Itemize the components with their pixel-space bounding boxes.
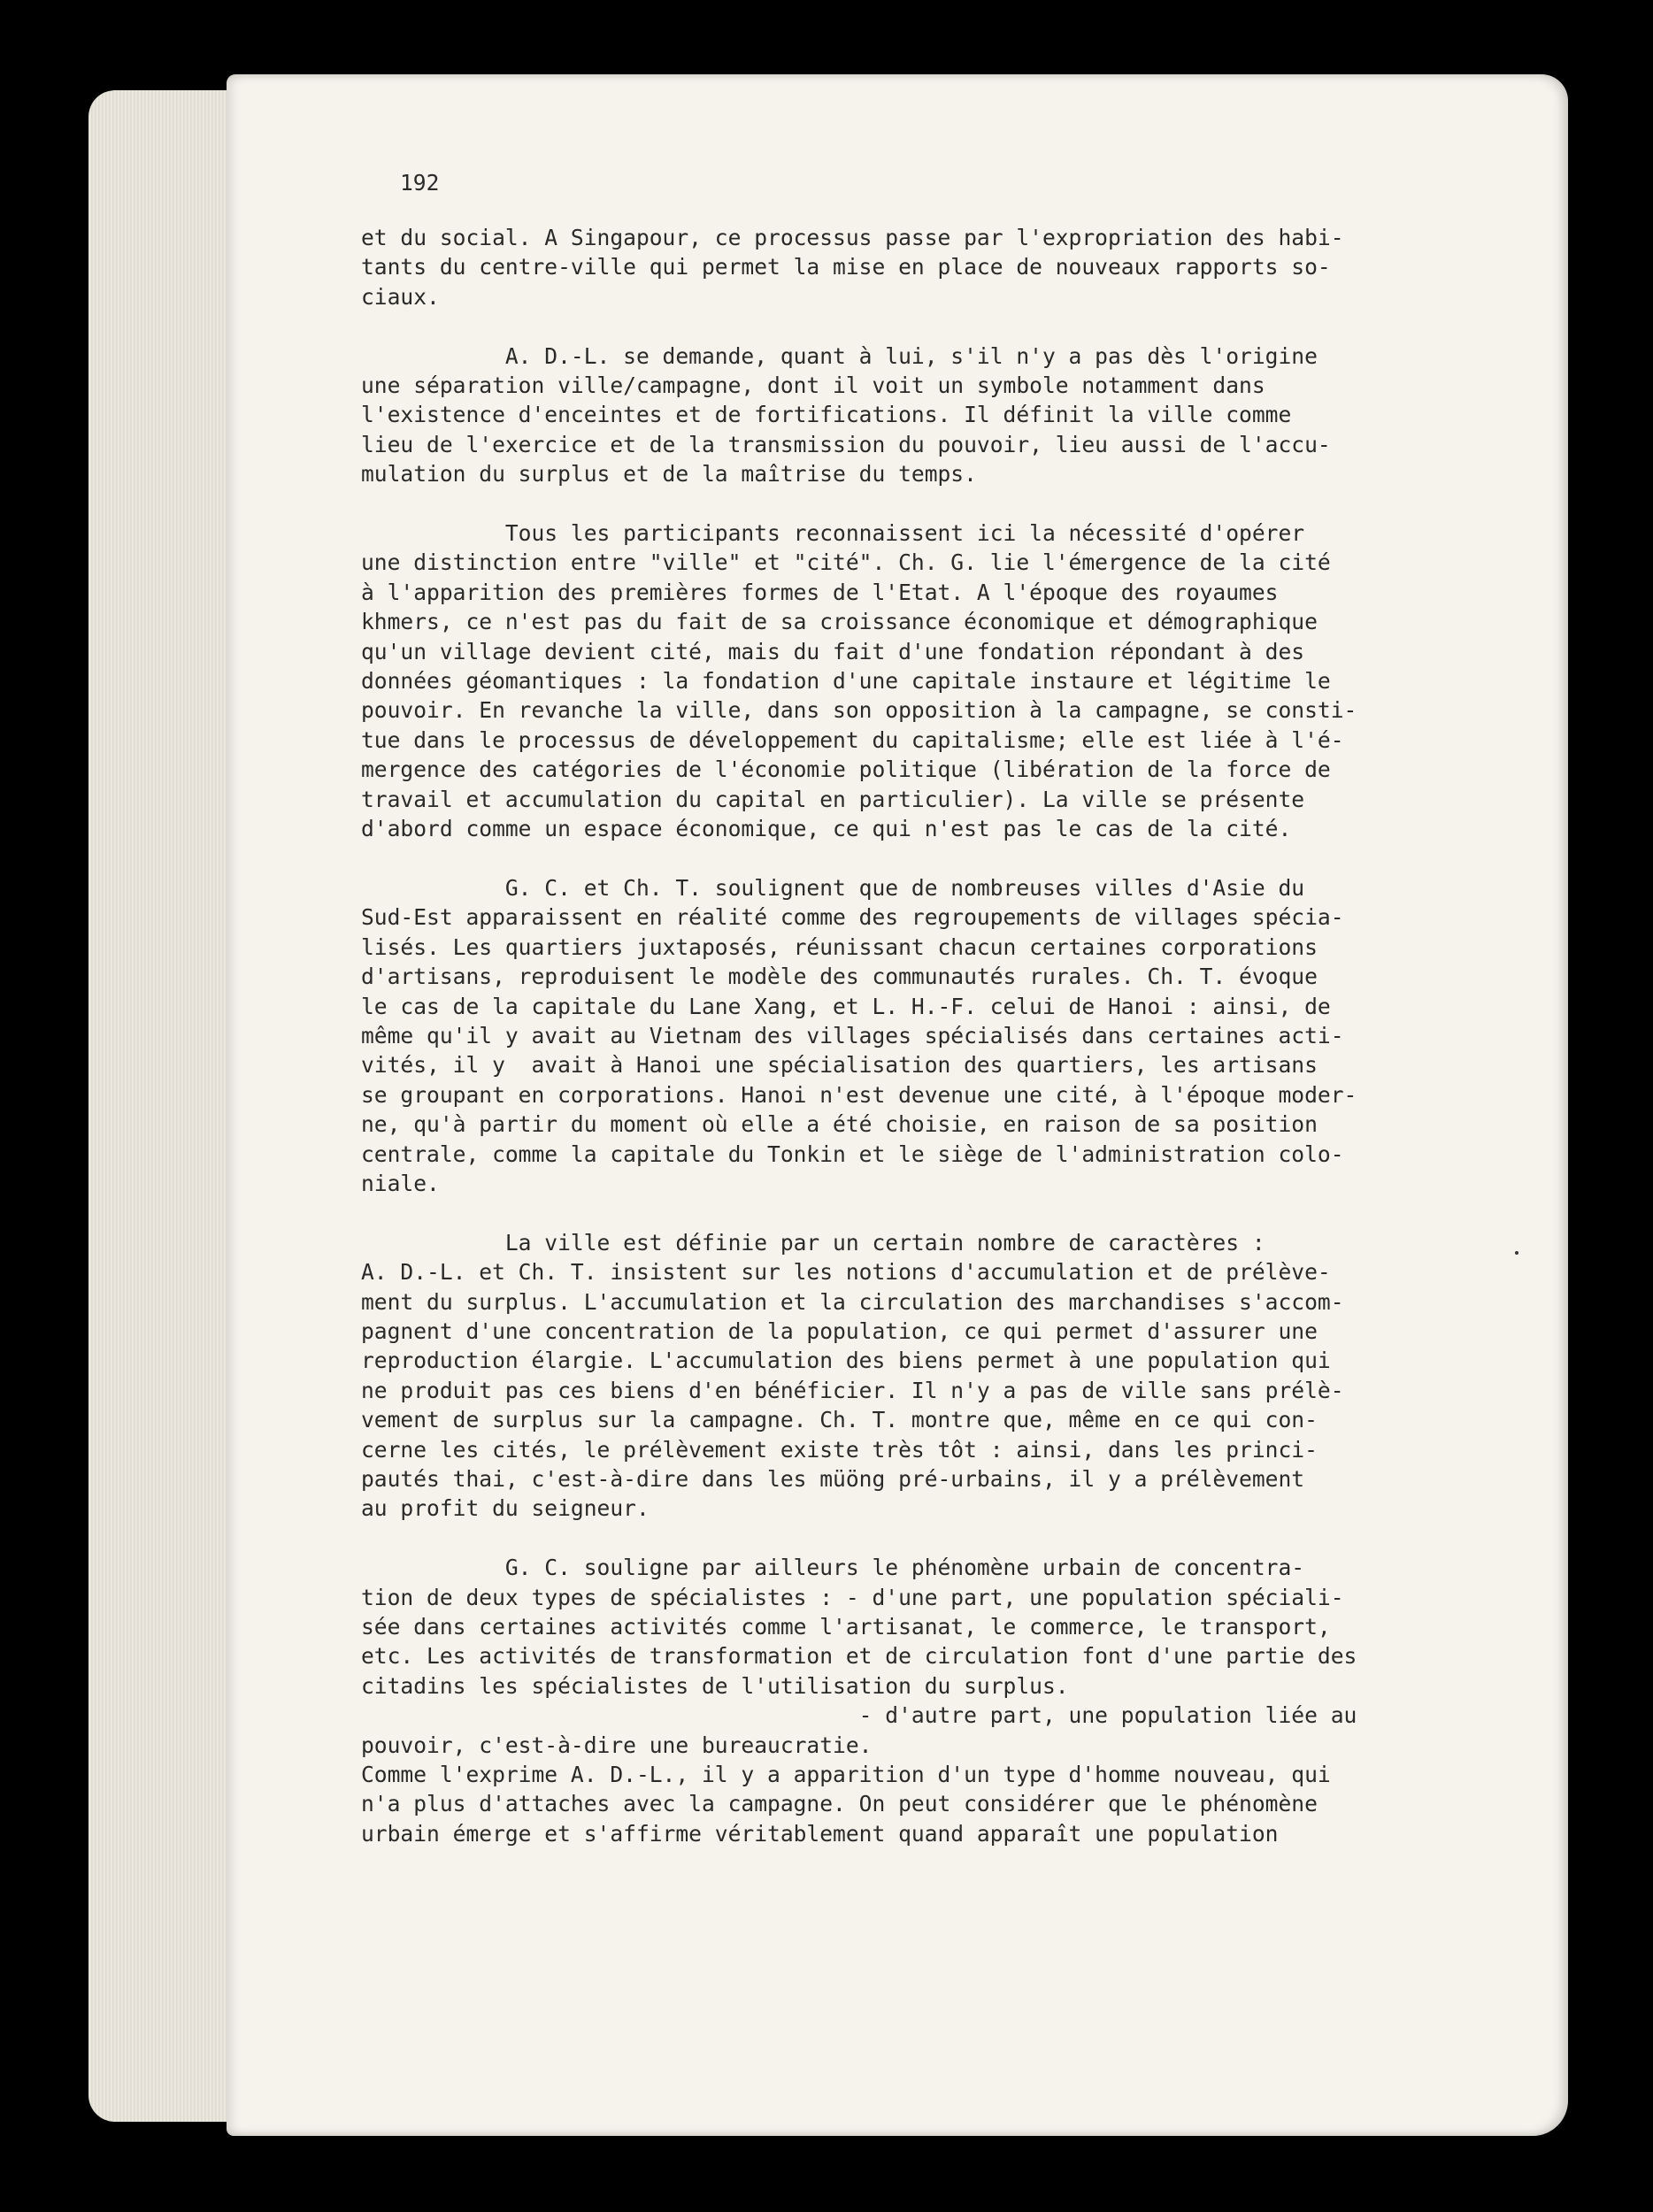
text-line: A. D.-L. et Ch. T. insistent sur les notions d'accumulation et de prélève- bbox=[361, 1259, 1331, 1286]
text-line: tue dans le processus de développement du capitalisme; elle est liée à l'é- bbox=[361, 726, 1344, 753]
text-line: centrale, comme la capitale du Tonkin et le siège de l'administration colo- bbox=[361, 1141, 1344, 1167]
text-line: lieu de l'exercice et de la transmission du pouvoir, lieu aussi de l'accu- bbox=[361, 431, 1331, 457]
paragraph bbox=[361, 518, 1441, 843]
text-line: pautés thai, c'est-à-dire dans les müöng pré-urbains, il y a prélèvement bbox=[361, 1466, 1305, 1492]
text-line: même qu'il y avait au Vietnam des villages spécialisés dans certaines acti- bbox=[361, 1022, 1344, 1048]
text-line: vement de surplus sur la campagne. Ch. T. montre que, même en ce qui con- bbox=[361, 1407, 1318, 1433]
text-line: etc. Les activités de transformation et de circulation font d'une partie des bbox=[361, 1643, 1357, 1670]
text-line: une séparation ville/campagne, dont il voit un symbole notamment dans bbox=[361, 373, 1265, 399]
text-line: ne produit pas ces biens d'en bénéficier. Il n'y a pas de ville sans prélè- bbox=[361, 1377, 1344, 1403]
text-line: pagnent d'une concentration de la population, ce qui permet d'assurer une bbox=[361, 1317, 1318, 1344]
text-line: ne, qu'à partir du moment où elle a été choisie, en raison de sa position bbox=[361, 1111, 1318, 1138]
text-line: tants du centre-ville qui permet la mise en place de nouveaux rapports so- bbox=[361, 254, 1331, 280]
text-line: et du social. A Singapour, ce processus passe par l'expropriation des habi- bbox=[361, 225, 1344, 250]
text-line: ciaux. bbox=[361, 283, 440, 310]
text-line: une distinction entre "ville" et "cité". Ch. G. lie l'émergence de la cité bbox=[361, 549, 1331, 576]
text-line: d'abord comme un espace économique, ce qui n'est pas le cas de la cité. bbox=[361, 816, 1292, 842]
text-line: sée dans certaines activités comme l'artisanat, le commerce, le transport, bbox=[361, 1614, 1331, 1640]
text-line: Tous les participants reconnaissent ici la nécessité d'opérer bbox=[361, 520, 1305, 547]
text-line: G. C. et Ch. T. soulignent que de nombreuses villes d'Asie du bbox=[361, 874, 1305, 901]
text-line: cerne les cités, le prélèvement existe très tôt : ainsi, dans les princi- bbox=[361, 1436, 1318, 1463]
text-line: pouvoir. En revanche la ville, dans son opposition à la campagne, se consti- bbox=[361, 697, 1357, 724]
text-line: - d'autre part, une population liée au bbox=[361, 1702, 1357, 1729]
text-line: A. D.-L. se demande, quant à lui, s'il n'y a pas dès l'origine bbox=[361, 342, 1318, 369]
text-line: l'existence d'enceintes et de fortifications. Il définit la ville comme bbox=[361, 402, 1292, 428]
text-line: au profit du seigneur. bbox=[361, 1495, 650, 1522]
paragraph bbox=[361, 342, 1441, 489]
text-line: données géomantiques : la fondation d'une capitale instaure et légitime le bbox=[361, 668, 1331, 695]
text-line: d'artisans, reproduisent le modèle des communautés rurales. Ch. T. évoque bbox=[361, 964, 1318, 990]
text-line: La ville est définie par un certain nombre de caractères : bbox=[361, 1229, 1265, 1256]
paragraph bbox=[361, 1228, 1441, 1524]
text-line: pouvoir, c'est-à-dire une bureaucratie. bbox=[361, 1732, 873, 1758]
text-line: se groupant en corporations. Hanoi n'est devenue une cité, à l'époque moder- bbox=[361, 1081, 1357, 1108]
text-line: niale. bbox=[361, 1170, 440, 1196]
body-text bbox=[361, 223, 1441, 1848]
paragraph bbox=[361, 223, 1441, 311]
text-line: Comme l'exprime A. D.-L., il y a apparition d'un type d'homme nouveau, qui bbox=[361, 1762, 1331, 1788]
text-line: ment du surplus. L'accumulation et la circulation des marchandises s'accom- bbox=[361, 1288, 1344, 1315]
text-line: à l'apparition des premières formes de l'Etat. A l'époque des royaumes bbox=[361, 579, 1279, 605]
text-line: qu'un village devient cité, mais du fait d'une fondation répondant à des bbox=[361, 638, 1305, 664]
text-line: khmers, ce n'est pas du fait de sa croissance économique et démographique bbox=[361, 609, 1318, 635]
text-line: travail et accumulation du capital en particulier). La ville se présente bbox=[361, 786, 1305, 812]
paragraph bbox=[361, 873, 1441, 1198]
text-line: Sud-Est apparaissent en réalité comme des regroupements de villages spécia- bbox=[361, 904, 1344, 931]
text-line: reproduction élargie. L'accumulation des biens permet à une population qui bbox=[361, 1348, 1331, 1374]
text-line: urbain émerge et s'affirme véritablement quand apparaît une population bbox=[361, 1820, 1279, 1847]
paragraph bbox=[361, 1553, 1441, 1848]
text-line: citadins les spécialistes de l'utilisation du surplus. bbox=[361, 1672, 1069, 1699]
page-number: 192 bbox=[400, 170, 440, 196]
ink-speck bbox=[1515, 1251, 1518, 1255]
text-line: vités, il y avait à Hanoi une spécialisation des quartiers, les artisans bbox=[361, 1052, 1318, 1079]
text-line: lisés. Les quartiers juxtaposés, réunissant chacun certaines corporations bbox=[361, 933, 1318, 960]
text-line: tion de deux types de spécialistes : - d'une part, une population spéciali- bbox=[361, 1584, 1344, 1610]
text-line: n'a plus d'attaches avec la campagne. On peut considérer que le phénomène bbox=[361, 1791, 1318, 1817]
page-sheet bbox=[227, 74, 1568, 2136]
text-line: mulation du surplus et de la maîtrise du temps. bbox=[361, 461, 977, 488]
text-line: G. C. souligne par ailleurs le phénomène urbain de concentra- bbox=[361, 1555, 1305, 1581]
text-line: mergence des catégories de l'économie politique (libération de la force de bbox=[361, 757, 1331, 783]
text-line: le cas de la capitale du Lane Xang, et L. H.-F. celui de Hanoi : ainsi, de bbox=[361, 993, 1331, 1019]
